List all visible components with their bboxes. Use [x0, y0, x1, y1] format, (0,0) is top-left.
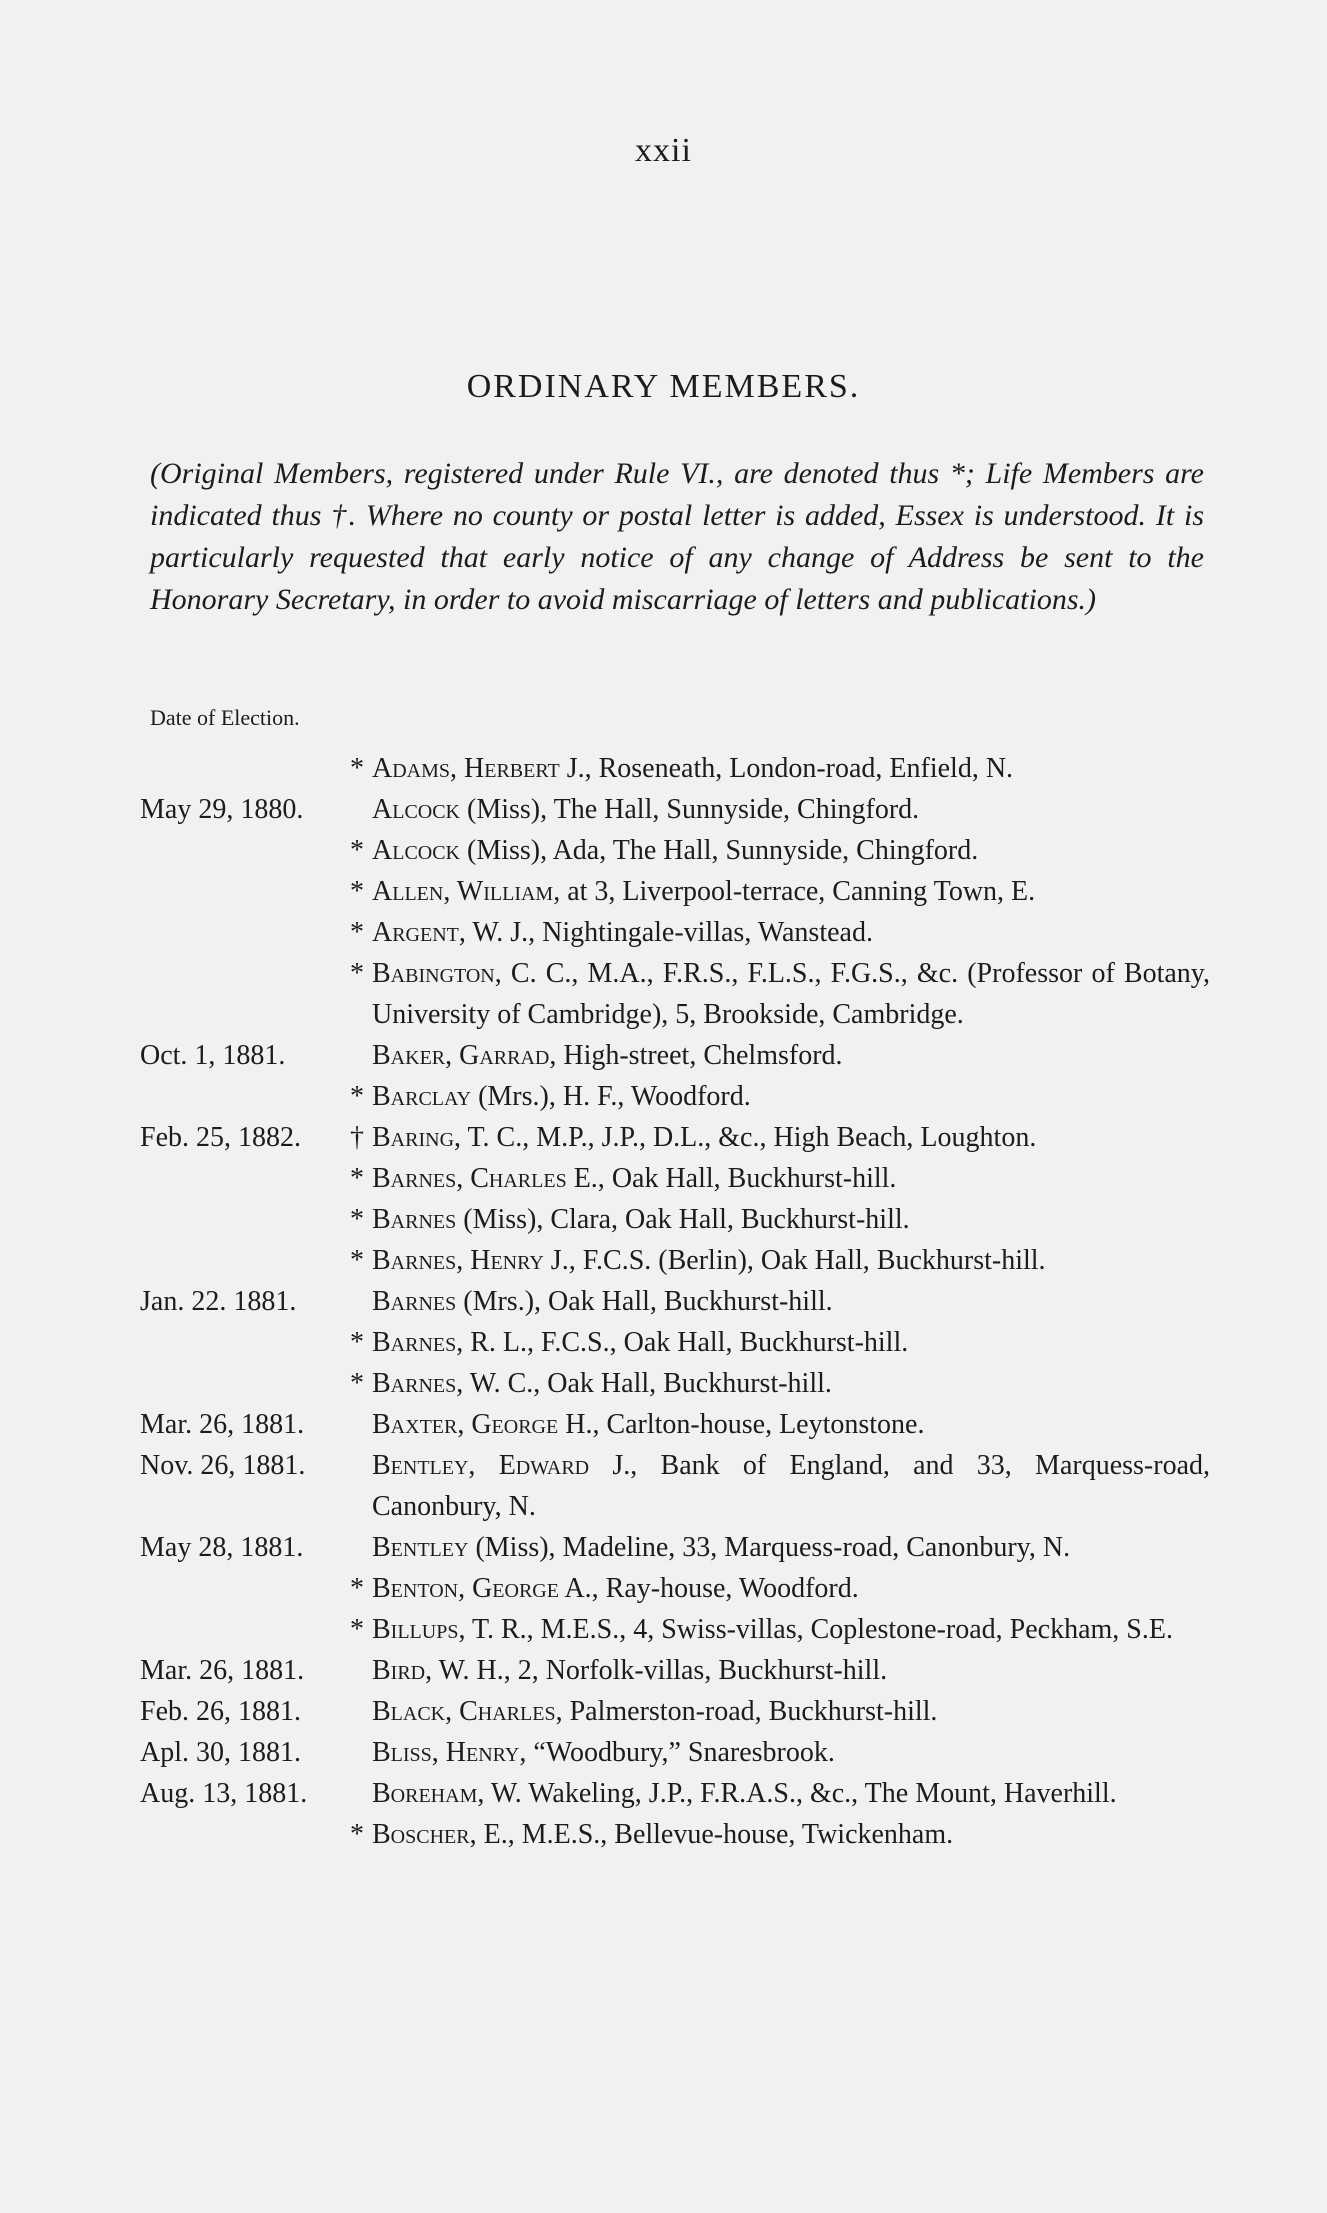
election-date — [140, 1609, 340, 1650]
member-mark — [340, 1404, 372, 1445]
member-mark: * — [350, 917, 364, 948]
election-date — [140, 1158, 340, 1199]
member-address: W. C., Oak Hall, Buckhurst-hill. — [463, 1368, 832, 1399]
member-details — [372, 953, 1210, 1035]
member-mark: * — [350, 1614, 364, 1645]
member-entry — [140, 1117, 1210, 1158]
member-mark: * — [350, 1327, 364, 1358]
election-date — [140, 1568, 340, 1609]
member-address: W. Wakeling, J.P., F.R.A.S., &c., The Mount, Haverhill. — [484, 1778, 1117, 1809]
member-entry — [140, 871, 1210, 912]
member-details — [372, 789, 1210, 830]
election-date: Jan. 22. 1881. — [140, 1286, 297, 1317]
election-date: Nov. 26, 1881. — [140, 1450, 306, 1481]
election-date: May 29, 1880. — [140, 794, 304, 825]
member-name: Allen, William, — [372, 876, 561, 907]
election-date — [140, 912, 340, 953]
member-entry — [140, 1568, 1210, 1609]
member-mark — [340, 1691, 372, 1732]
member-name: Barnes, — [372, 1368, 464, 1399]
member-name: Argent, — [372, 917, 466, 948]
member-address: (Mrs.), Oak Hall, Buckhurst-hill. — [456, 1286, 833, 1317]
member-address: “Woodbury,” Snaresbrook. — [526, 1737, 835, 1768]
member-entry — [140, 1035, 1210, 1076]
member-address: T. R., M.E.S., 4, Swiss-villas, Coplestone-road, Peckham, S.E. — [465, 1614, 1173, 1645]
member-address: C. C., M.A., F.R.S., F.L.S., F.G.S., &c. (Professor of Botany, University of Cambridge), 5, Brookside, Cambridge. — [372, 958, 1210, 1030]
election-date: May 28, 1881. — [140, 1532, 304, 1563]
member-entry — [140, 912, 1210, 953]
member-entry — [140, 1076, 1210, 1117]
member-mark — [340, 1035, 372, 1076]
member-mark: * — [350, 1204, 364, 1235]
member-details — [372, 830, 1210, 871]
member-name: Alcock — [372, 794, 461, 825]
election-date: Aug. 13, 1881. — [140, 1778, 308, 1809]
member-details — [372, 1773, 1210, 1814]
member-entry — [140, 789, 1210, 830]
election-date — [140, 1199, 340, 1240]
member-mark: * — [350, 958, 364, 989]
member-name: Bentley, Edward J., — [372, 1450, 638, 1481]
election-date — [140, 1814, 340, 1855]
member-address: Bank of England, and 33, Marquess-road, Canonbury, N. — [372, 1450, 1210, 1522]
member-address: Ray-house, Woodford. — [598, 1573, 859, 1604]
member-details — [372, 1281, 1210, 1322]
member-address: (Miss), Clara, Oak Hall, Buckhurst-hill. — [456, 1204, 910, 1235]
member-mark: * — [350, 753, 364, 784]
member-mark: * — [350, 835, 364, 866]
member-address: at 3, Liverpool-terrace, Canning Town, E. — [560, 876, 1036, 907]
election-date — [140, 830, 340, 871]
member-name: Barnes — [372, 1286, 457, 1317]
member-name: Bentley — [372, 1532, 469, 1563]
member-name: Barnes, — [372, 1327, 464, 1358]
member-details — [372, 1650, 1210, 1691]
election-date: Apl. 30, 1881. — [140, 1737, 301, 1768]
member-name: Babington, — [372, 958, 502, 989]
member-name: Baxter, George H., — [372, 1409, 600, 1440]
member-address: E., M.E.S., Bellevue-house, Twickenham. — [476, 1819, 954, 1850]
member-address: W. H., 2, Norfolk-villas, Buckhurst-hill. — [432, 1655, 888, 1686]
member-entry — [140, 1691, 1210, 1732]
member-name: Benton, George A., — [372, 1573, 599, 1604]
member-name: Adams, Herbert J., — [372, 753, 592, 784]
election-date — [140, 1076, 340, 1117]
member-details — [372, 1445, 1210, 1527]
member-entry — [140, 1281, 1210, 1322]
member-mark: † — [350, 1122, 364, 1153]
member-address: (Mrs.), H. F., Woodford. — [471, 1081, 751, 1112]
member-details — [372, 912, 1210, 953]
member-name: Baker, Garrad, — [372, 1040, 557, 1071]
member-entry — [140, 748, 1210, 789]
section-title: ORDINARY MEMBERS. — [466, 368, 861, 405]
member-details — [372, 871, 1210, 912]
member-address: Roseneath, London-road, Enfield, N. — [591, 753, 1014, 784]
member-mark: * — [350, 1081, 364, 1112]
member-mark — [340, 1732, 372, 1773]
member-entry — [140, 830, 1210, 871]
member-address: T. C., M.P., J.P., D.L., &c., High Beach, Loughton. — [461, 1122, 1037, 1153]
member-name: Barnes — [372, 1204, 457, 1235]
member-entry — [140, 1732, 1210, 1773]
election-date: Oct. 1, 1881. — [140, 1040, 286, 1071]
member-entry — [140, 1199, 1210, 1240]
member-details — [372, 1609, 1210, 1650]
member-entry — [140, 1445, 1210, 1527]
intro-paragraph: (Original Members, registered under Rule VI., are denoted thus *; Life Members are indicated thus †. Where no county or postal letter is added, Essex is understood. It is particularly requested that early notice of any change of Address be sent to the Honorary Secretary, in order to avoid miscarriage of letters and publications.) — [150, 457, 1204, 616]
member-details — [372, 1568, 1210, 1609]
member-details — [372, 748, 1210, 789]
member-name: Boscher, — [372, 1819, 477, 1850]
member-mark: * — [350, 1573, 364, 1604]
member-entry — [140, 1363, 1210, 1404]
member-details — [372, 1527, 1210, 1568]
member-details — [372, 1363, 1210, 1404]
member-details — [372, 1117, 1210, 1158]
member-mark: * — [350, 1368, 364, 1399]
member-entry — [140, 1322, 1210, 1363]
date-of-election-label: Date of Election. — [150, 705, 300, 730]
page-number: xxii — [635, 132, 692, 169]
member-details — [372, 1732, 1210, 1773]
member-name: Billups, — [372, 1614, 466, 1645]
member-address: High-street, Chelmsford. — [556, 1040, 843, 1071]
member-mark — [340, 1527, 372, 1568]
member-name: Barclay — [372, 1081, 472, 1112]
election-date — [140, 1322, 340, 1363]
member-mark — [340, 1281, 372, 1322]
member-details — [372, 1691, 1210, 1732]
member-address: F.C.S. (Berlin), Oak Hall, Buckhurst-hill. — [575, 1245, 1046, 1276]
member-entry — [140, 1814, 1210, 1855]
member-details — [372, 1240, 1210, 1281]
member-address: Oak Hall, Buckhurst-hill. — [604, 1163, 897, 1194]
member-address: R. L., F.C.S., Oak Hall, Buckhurst-hill. — [463, 1327, 909, 1358]
member-name: Bird, — [372, 1655, 433, 1686]
member-details — [372, 1035, 1210, 1076]
members-list — [140, 748, 1210, 1855]
election-date: Mar. 26, 1881. — [140, 1409, 305, 1440]
election-date: Mar. 26, 1881. — [140, 1655, 305, 1686]
member-name: Bliss, Henry, — [372, 1737, 527, 1768]
member-mark: * — [350, 1245, 364, 1276]
member-address: (Miss), The Hall, Sunnyside, Chingford. — [460, 794, 920, 825]
member-details — [372, 1158, 1210, 1199]
member-name: Baring, — [372, 1122, 462, 1153]
election-date — [140, 748, 340, 789]
member-address: W. J., Nightingale-villas, Wanstead. — [465, 917, 873, 948]
election-date — [140, 1240, 340, 1281]
election-date — [140, 1363, 340, 1404]
member-details — [372, 1199, 1210, 1240]
member-entry — [140, 1527, 1210, 1568]
member-address: (Miss), Ada, The Hall, Sunnyside, Chingford. — [460, 835, 979, 866]
member-entry — [140, 1158, 1210, 1199]
member-address: Palmerston-road, Buckhurst-hill. — [562, 1696, 938, 1727]
member-mark — [340, 789, 372, 830]
member-details — [372, 1814, 1210, 1855]
member-entry — [140, 953, 1210, 1035]
member-mark: * — [350, 1163, 364, 1194]
election-date: Feb. 25, 1882. — [140, 1122, 301, 1153]
member-mark — [340, 1445, 372, 1527]
member-entry — [140, 1609, 1210, 1650]
member-mark — [340, 1773, 372, 1814]
election-date: Feb. 26, 1881. — [140, 1696, 301, 1727]
member-mark: * — [350, 876, 364, 907]
member-name: Barnes, Charles E., — [372, 1163, 605, 1194]
member-entry — [140, 1650, 1210, 1691]
member-mark — [340, 1650, 372, 1691]
election-date — [140, 871, 340, 912]
member-entry — [140, 1404, 1210, 1445]
member-entry — [140, 1773, 1210, 1814]
member-entry — [140, 1240, 1210, 1281]
member-address: (Miss), Madeline, 33, Marquess-road, Canonbury, N. — [468, 1532, 1071, 1563]
member-details — [372, 1404, 1210, 1445]
member-address: Carlton-house, Leytonstone. — [599, 1409, 925, 1440]
member-details — [372, 1076, 1210, 1117]
member-name: Black, Charles, — [372, 1696, 563, 1727]
member-details — [372, 1322, 1210, 1363]
member-name: Barnes, Henry J., — [372, 1245, 576, 1276]
member-mark: * — [350, 1819, 364, 1850]
election-date — [140, 953, 340, 1035]
member-name: Alcock — [372, 835, 461, 866]
member-name: Boreham, — [372, 1778, 485, 1809]
